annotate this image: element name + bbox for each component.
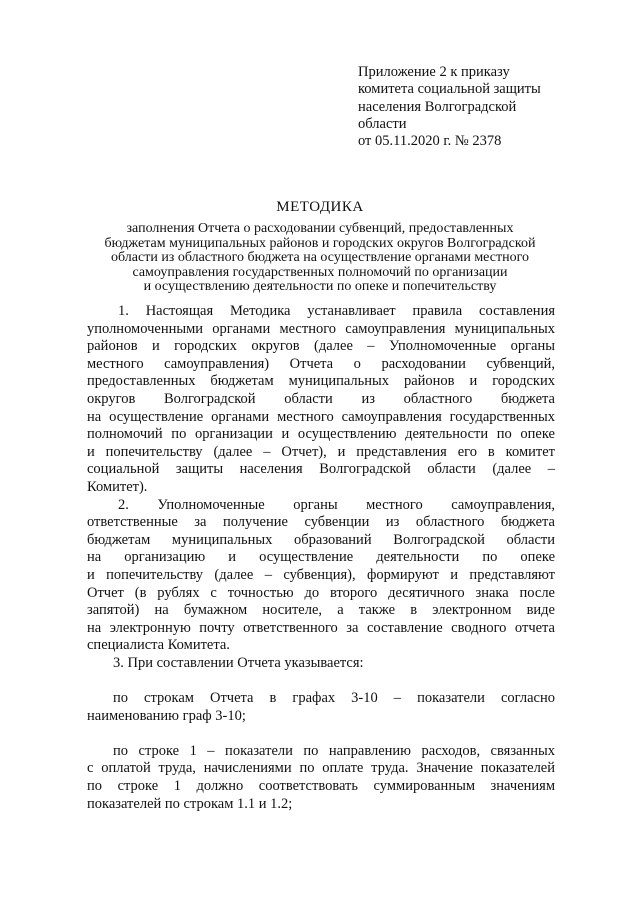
appendix-line: комитета социальной защиты bbox=[358, 81, 541, 98]
body-line: Комитет). bbox=[87, 478, 148, 495]
appendix-line: от 05.11.2020 г. № 2378 bbox=[358, 133, 502, 150]
body-line: на электронную почту ответственного за составление сводного отчета bbox=[87, 619, 555, 636]
body-line: 1. Настоящая Методика устанавливает правила составления bbox=[118, 303, 555, 319]
body-line: бюджетам муниципальных образований Волгоградской области bbox=[87, 531, 555, 548]
document-title: МЕТОДИКА bbox=[276, 199, 364, 215]
body-line: уполномоченными органами местного самоуправления муниципальных bbox=[87, 320, 555, 337]
body-line: округов Волгоградской области из областного бюджета bbox=[87, 390, 555, 407]
body-line: социальной защиты населения Волгоградской области (далее – bbox=[87, 461, 555, 478]
subtitle-line: самоуправления государственных полномочий по организации bbox=[132, 264, 508, 280]
document-subtitle bbox=[80, 222, 560, 295]
body-line: на организацию и осуществление деятельности по опеке bbox=[87, 549, 555, 566]
body-line: ответственные за получение субвенции из областного бюджета bbox=[87, 514, 555, 531]
body-line: районов и городских округов (далее – Уполномоченные органы bbox=[87, 338, 555, 355]
body-line: запятой) на бумажном носителе, а также в электронном виде bbox=[87, 602, 555, 619]
body-line: на осуществление органами местного самоуправления государственных bbox=[87, 408, 555, 425]
document-body bbox=[87, 303, 555, 813]
subtitle-line: и осуществлению деятельности по опеке и попечительству bbox=[143, 279, 497, 295]
body-line: наименованию граф 3-10; bbox=[87, 707, 246, 724]
body-line: и попечительству (далее – субвенция), формируют и представляют bbox=[87, 566, 555, 583]
appendix-note bbox=[358, 64, 558, 150]
body-line: по строке 1 должно соответствовать суммированным значениям bbox=[87, 778, 555, 795]
appendix-line: населения Волгоградской bbox=[358, 98, 517, 115]
body-line: по строкам Отчета в графах 3-10 – показатели согласно bbox=[113, 690, 555, 707]
body-line: предоставленных бюджетам муниципальных районов и городских bbox=[87, 373, 555, 390]
appendix-line: области bbox=[358, 115, 407, 132]
body-line: и попечительству (далее – Отчет), и представления его в комитет bbox=[87, 443, 555, 460]
subtitle-line: бюджетам муниципальных районов и городских округов Волгоградской bbox=[104, 235, 536, 251]
appendix-line: Приложение 2 к приказу bbox=[358, 64, 510, 80]
body-line: Отчет (в рублях с точностью до второго десятичного знака после bbox=[87, 584, 555, 601]
body-line: 3. При составлении Отчета указывается: bbox=[113, 654, 364, 671]
body-line: 2. Уполномоченные органы местного самоуправления, bbox=[118, 496, 555, 513]
body-line: по строке 1 – показатели по направлению расходов, связанных bbox=[113, 742, 555, 759]
body-line: полномочий по организации и осуществлению деятельности по опеке bbox=[87, 426, 555, 443]
body-line: показателей по строкам 1.1 и 1.2; bbox=[87, 795, 293, 812]
body-line: специалиста Комитета. bbox=[87, 637, 230, 654]
subtitle-line: заполнения Отчета о расходовании субвенций, предоставленных bbox=[126, 221, 514, 236]
subtitle-line: области из областного бюджета на осуществление органами местного bbox=[111, 250, 529, 266]
body-line: с оплатой труда, начислениями по оплате труда. Значение показателей bbox=[87, 760, 555, 777]
body-line: местного самоуправления) Отчета о расходовании субвенций, bbox=[87, 355, 555, 372]
